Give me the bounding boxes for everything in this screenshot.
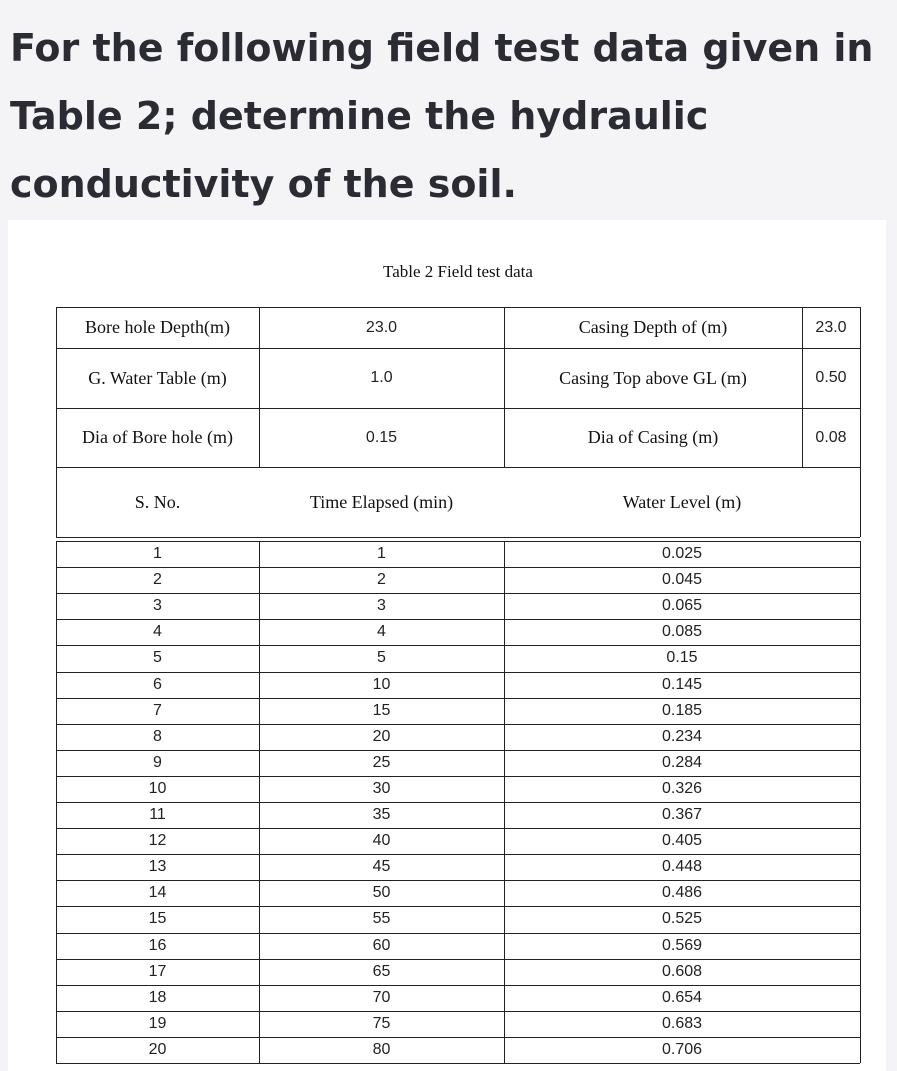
table-cell-level: 0.486 bbox=[661, 884, 703, 902]
table-cell-time: 5 bbox=[377, 649, 386, 667]
table-cell-time: 60 bbox=[372, 936, 391, 954]
table-cell-level: 0.608 bbox=[661, 962, 703, 980]
info-value: 1.0 bbox=[370, 369, 393, 386]
table-cell-time: 55 bbox=[372, 910, 391, 928]
table-cell-sno: 18 bbox=[148, 988, 167, 1006]
table-cell-time: 2 bbox=[377, 571, 386, 589]
table-cell-time: 75 bbox=[372, 1014, 391, 1032]
column-header: S. No. bbox=[134, 491, 181, 512]
table-grid-line bbox=[56, 537, 860, 538]
table-cell-time: 30 bbox=[372, 779, 391, 797]
table-cell-time: 20 bbox=[372, 727, 391, 745]
table-cell-level: 0.234 bbox=[661, 727, 703, 745]
table-cell-time: 70 bbox=[372, 988, 391, 1006]
table-grid-line bbox=[56, 541, 57, 1063]
info-value: 23.0 bbox=[365, 318, 398, 336]
info-label: Dia of Bore hole (m) bbox=[82, 427, 233, 447]
table-cell-level: 0.525 bbox=[661, 910, 703, 928]
table-cell-time: 4 bbox=[377, 623, 386, 641]
table-cell-sno: 8 bbox=[153, 727, 162, 745]
table-cell-time: 15 bbox=[372, 701, 391, 719]
table-cell-level: 0.025 bbox=[661, 545, 703, 563]
table-cell-time: 45 bbox=[372, 858, 391, 876]
table-cell-level: 0.145 bbox=[661, 675, 703, 693]
table-cell-sno: 7 bbox=[153, 701, 162, 719]
table-cell-sno: 15 bbox=[148, 910, 167, 928]
table-cell-time: 10 bbox=[372, 675, 391, 693]
table-cell-time: 40 bbox=[372, 832, 391, 850]
table-grid-line bbox=[56, 467, 57, 537]
table-cell-level: 0.405 bbox=[661, 832, 703, 850]
table-cell-level: 0.045 bbox=[661, 571, 703, 589]
table-grid-line bbox=[56, 408, 860, 409]
table-grid-line bbox=[802, 307, 803, 467]
table-cell-time: 1 bbox=[377, 545, 386, 563]
table-grid-line bbox=[259, 307, 260, 467]
table-cell-level: 0.654 bbox=[661, 988, 703, 1006]
info-value: 0.15 bbox=[365, 428, 398, 446]
table-cell-sno: 1 bbox=[153, 545, 162, 563]
table-cell-sno: 19 bbox=[148, 1014, 167, 1032]
table-cell-level: 0.284 bbox=[661, 753, 703, 771]
question-text bbox=[10, 14, 890, 218]
table-cell-sno: 12 bbox=[148, 832, 167, 850]
table-cell-sno: 11 bbox=[149, 806, 166, 824]
table-cell-level: 0.569 bbox=[661, 936, 703, 954]
info-value: 23.0 bbox=[815, 318, 847, 336]
table-cell-sno: 5 bbox=[153, 649, 162, 667]
table-caption: Table 2 Field test data bbox=[383, 262, 533, 281]
table-grid-line bbox=[860, 467, 861, 537]
table-grid-line bbox=[56, 348, 860, 349]
table-cell-sno: 20 bbox=[148, 1040, 167, 1058]
question-line-3: conductivity of the soil. bbox=[10, 162, 517, 206]
table-cell-level: 0.683 bbox=[661, 1014, 703, 1032]
info-label: Casing Depth of (m) bbox=[578, 317, 728, 337]
table-cell-sno: 14 bbox=[148, 884, 167, 902]
table-cell-sno: 9 bbox=[153, 753, 162, 771]
table-cell-time: 3 bbox=[377, 597, 386, 615]
table-grid-line bbox=[504, 541, 505, 1063]
column-header: Time Elapsed (min) bbox=[309, 491, 454, 512]
table-cell-level: 0.185 bbox=[661, 701, 703, 719]
table-cell-level: 0.085 bbox=[661, 623, 703, 641]
table-cell-sno: 6 bbox=[153, 675, 162, 693]
table-grid-line bbox=[259, 541, 260, 1063]
table-grid-line bbox=[56, 1063, 860, 1064]
info-label: Casing Top above GL (m) bbox=[559, 367, 747, 388]
table-cell-level: 0.065 bbox=[661, 597, 703, 615]
question-line-2: Table 2; determine the hydraulic bbox=[10, 94, 709, 138]
table-cell-time: 35 bbox=[372, 806, 391, 824]
info-value: 0.08 bbox=[815, 428, 847, 446]
table-cell-time: 80 bbox=[372, 1040, 391, 1058]
table-cell-level: 0.326 bbox=[661, 779, 703, 797]
column-header: Water Level (m) bbox=[622, 491, 742, 512]
table-grid-line bbox=[860, 307, 861, 467]
table-cell-time: 65 bbox=[372, 962, 391, 980]
table-cell-sno: 3 bbox=[153, 597, 162, 615]
info-label: Dia of Casing (m) bbox=[587, 427, 719, 447]
table-grid-line bbox=[56, 307, 860, 308]
table-cell-level: 0.367 bbox=[661, 806, 703, 824]
table-grid-line bbox=[56, 307, 57, 467]
table-cell-sno: 13 bbox=[148, 858, 167, 876]
question-line-1: For the following field test data given in bbox=[10, 26, 874, 70]
info-label: G. Water Table (m) bbox=[88, 367, 227, 388]
info-label: Bore hole Depth(m) bbox=[85, 317, 230, 337]
table-cell-time: 50 bbox=[372, 884, 391, 902]
table-cell-sno: 10 bbox=[148, 779, 167, 797]
table-cell-sno: 4 bbox=[153, 623, 162, 641]
table-cell-level: 0.706 bbox=[661, 1040, 703, 1058]
table-cell-level: 0.448 bbox=[661, 858, 703, 876]
table-cell-sno: 16 bbox=[148, 936, 167, 954]
table-cell-sno: 17 bbox=[148, 962, 167, 980]
table-grid-line bbox=[504, 307, 505, 467]
table-cell-time: 25 bbox=[372, 753, 391, 771]
table-grid-line bbox=[860, 541, 861, 1063]
info-value: 0.50 bbox=[815, 369, 847, 386]
table-cell-level: 0.15 bbox=[666, 649, 698, 667]
table-cell-sno: 2 bbox=[153, 571, 162, 589]
